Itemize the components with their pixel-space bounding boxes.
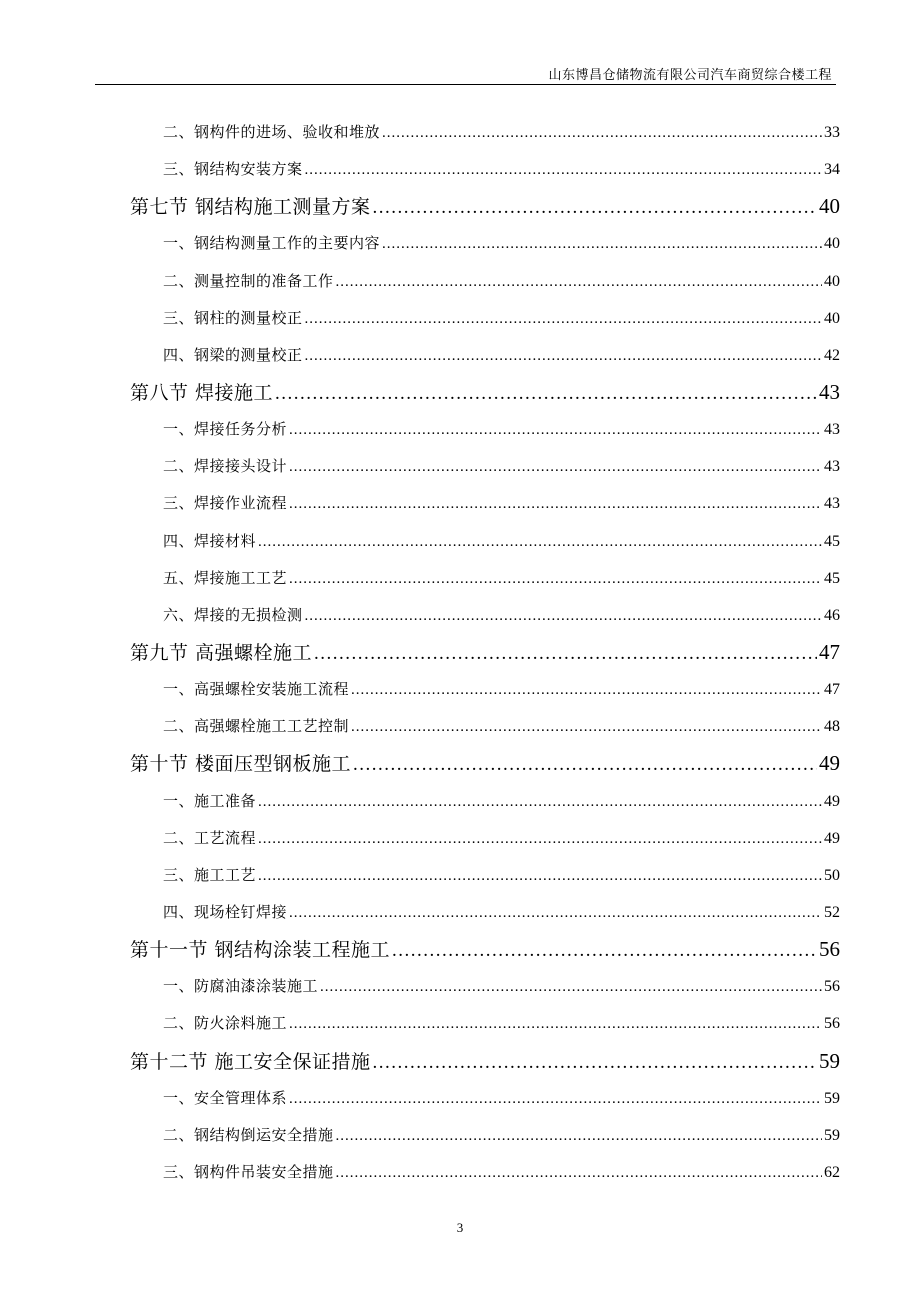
toc-subsection-entry[interactable] (130, 1005, 840, 1042)
toc-subsection-entry[interactable] (130, 151, 840, 188)
toc-dot-leader (336, 1155, 822, 1192)
toc-dot-leader (382, 115, 822, 152)
toc-entry-label: 二、钢结构倒运安全措施 (163, 1125, 334, 1144)
toc-dot-leader (305, 338, 822, 375)
toc-subsection-entry[interactable] (130, 448, 840, 485)
toc-entry-page: 40 (824, 272, 840, 290)
toc-entry-label: 三、钢结构安装方案 (163, 160, 303, 179)
toc-dot-leader (305, 152, 822, 189)
toc-entry-page: 40 (819, 194, 840, 219)
toc-entry-label: 二、测量控制的准备工作 (163, 271, 334, 290)
toc-dot-leader (289, 449, 822, 486)
toc-dot-leader (382, 226, 822, 263)
toc-entry-label: 二、焊接接头设计 (163, 457, 288, 476)
toc-entry-page: 46 (824, 606, 840, 624)
toc-dot-leader (320, 969, 822, 1006)
toc-dot-leader (353, 746, 817, 783)
toc-entry-label: 第十二节 施工安全保证措施 (130, 1050, 371, 1073)
toc-entry-page: 40 (824, 235, 840, 253)
toc-entry-label: 第十一节 钢结构涂装工程施工 (130, 939, 391, 962)
toc-dot-leader (289, 895, 822, 932)
toc-subsection-entry[interactable] (130, 1080, 840, 1117)
toc-entry-label: 二、防火涂料施工 (163, 1014, 288, 1033)
toc-entry-label: 第九节 高强螺栓施工 (130, 641, 313, 664)
toc-entry-label: 二、工艺流程 (163, 828, 257, 847)
toc-entry-page: 50 (824, 866, 840, 884)
toc-entry-label: 三、钢构件吊装安全措施 (163, 1162, 334, 1181)
toc-entry-page: 59 (819, 1048, 840, 1073)
toc-dot-leader (258, 524, 822, 561)
toc-entry-page: 52 (824, 903, 840, 921)
toc-entry-label: 一、安全管理体系 (163, 1088, 288, 1107)
toc-entry-page: 45 (824, 569, 840, 587)
toc-subsection-entry[interactable] (130, 708, 840, 745)
toc-subsection-entry[interactable] (130, 857, 840, 894)
toc-entry-page: 49 (824, 829, 840, 847)
toc-entry-label: 第七节 钢结构施工测量方案 (130, 196, 371, 219)
toc-subsection-entry[interactable] (130, 337, 840, 374)
toc-entry-page: 34 (824, 161, 840, 179)
toc-dot-leader (373, 1044, 817, 1081)
toc-dot-leader (275, 375, 817, 412)
toc-entry-page: 59 (824, 1126, 840, 1144)
toc-entry-page: 62 (824, 1163, 840, 1181)
toc-dot-leader (305, 598, 822, 635)
toc-subsection-entry[interactable] (130, 225, 840, 262)
toc-entry-page: 56 (819, 937, 840, 962)
page-number: 3 (456, 1220, 464, 1235)
toc-entry-label: 一、高强螺栓安装施工流程 (163, 680, 350, 699)
toc-entry-page: 48 (824, 718, 840, 736)
toc-entry-label: 二、高强螺栓施工工艺控制 (163, 717, 350, 736)
toc-subsection-entry[interactable] (130, 485, 840, 522)
toc-dot-leader (289, 1006, 822, 1043)
toc-entry-label: 三、施工工艺 (163, 865, 257, 884)
toc-entry-label: 四、现场栓钉焊接 (163, 902, 288, 921)
toc-dot-leader (289, 1081, 822, 1118)
toc-subsection-entry[interactable] (130, 1154, 840, 1191)
toc-entry-label: 六、焊接的无损检测 (163, 605, 303, 624)
toc-dot-leader (289, 561, 822, 598)
toc-dot-leader (258, 784, 822, 821)
running-header: 山东博昌仓储物流有限公司汽车商贸综合楼工程 (548, 68, 832, 83)
toc-entry-page: 43 (824, 495, 840, 513)
toc-dot-leader (336, 1118, 822, 1155)
toc-entry-label: 第八节 焊接施工 (130, 381, 274, 404)
toc-subsection-entry[interactable] (130, 114, 840, 151)
table-of-contents (130, 114, 840, 1191)
toc-subsection-entry[interactable] (130, 783, 840, 820)
toc-subsection-entry[interactable] (130, 968, 840, 1005)
toc-section-entry[interactable] (130, 634, 840, 671)
toc-entry-label: 一、钢结构测量工作的主要内容 (163, 234, 381, 253)
toc-subsection-entry[interactable] (130, 894, 840, 931)
toc-entry-page: 49 (819, 751, 840, 776)
toc-dot-leader (373, 189, 817, 226)
toc-entry-page: 40 (824, 309, 840, 327)
toc-entry-page: 47 (824, 681, 840, 699)
toc-subsection-entry[interactable] (130, 411, 840, 448)
toc-entry-page: 47 (819, 639, 840, 664)
toc-subsection-entry[interactable] (130, 597, 840, 634)
toc-entry-page: 59 (824, 1089, 840, 1107)
toc-dot-leader (336, 264, 822, 301)
toc-dot-leader (392, 932, 817, 969)
toc-entry-page: 56 (824, 978, 840, 996)
toc-entry-label: 三、焊接作业流程 (163, 494, 288, 513)
toc-section-entry[interactable] (130, 1043, 840, 1080)
toc-entry-page: 45 (824, 532, 840, 550)
toc-entry-label: 一、防腐油漆涂装施工 (163, 977, 319, 996)
toc-dot-leader (289, 412, 822, 449)
toc-entry-label: 五、焊接施工工艺 (163, 568, 288, 587)
header-rule (95, 84, 836, 85)
toc-entry-label: 一、施工准备 (163, 791, 257, 810)
toc-entry-page: 33 (824, 124, 840, 141)
toc-dot-leader (314, 635, 817, 672)
toc-dot-leader (305, 301, 822, 338)
toc-subsection-entry[interactable] (130, 523, 840, 560)
toc-section-entry[interactable] (130, 931, 840, 968)
toc-subsection-entry[interactable] (130, 820, 840, 857)
toc-entry-page: 43 (824, 458, 840, 476)
toc-entry-label: 一、焊接任务分析 (163, 420, 288, 439)
toc-subsection-entry[interactable] (130, 300, 840, 337)
toc-section-entry[interactable] (130, 188, 840, 225)
toc-entry-label: 第十节 楼面压型钢板施工 (130, 753, 352, 776)
toc-dot-leader (351, 672, 822, 709)
toc-dot-leader (258, 858, 822, 895)
toc-dot-leader (258, 821, 822, 858)
toc-entry-label: 四、焊接材料 (163, 531, 257, 550)
toc-entry-label: 四、钢梁的测量校正 (163, 345, 303, 364)
toc-entry-label: 二、钢构件的进场、验收和堆放 (163, 123, 381, 141)
toc-entry-page: 43 (824, 421, 840, 439)
toc-entry-page: 49 (824, 792, 840, 810)
toc-subsection-entry[interactable] (130, 671, 840, 708)
toc-section-entry[interactable] (130, 374, 840, 411)
toc-subsection-entry[interactable] (130, 1117, 840, 1154)
toc-section-entry[interactable] (130, 745, 840, 782)
toc-subsection-entry[interactable] (130, 263, 840, 300)
toc-dot-leader (289, 486, 822, 523)
toc-dot-leader (351, 709, 822, 746)
toc-entry-page: 42 (824, 346, 840, 364)
toc-subsection-entry[interactable] (130, 560, 840, 597)
toc-entry-label: 三、钢柱的测量校正 (163, 308, 303, 327)
toc-entry-page: 56 (824, 1015, 840, 1033)
toc-entry-page: 43 (819, 379, 840, 404)
